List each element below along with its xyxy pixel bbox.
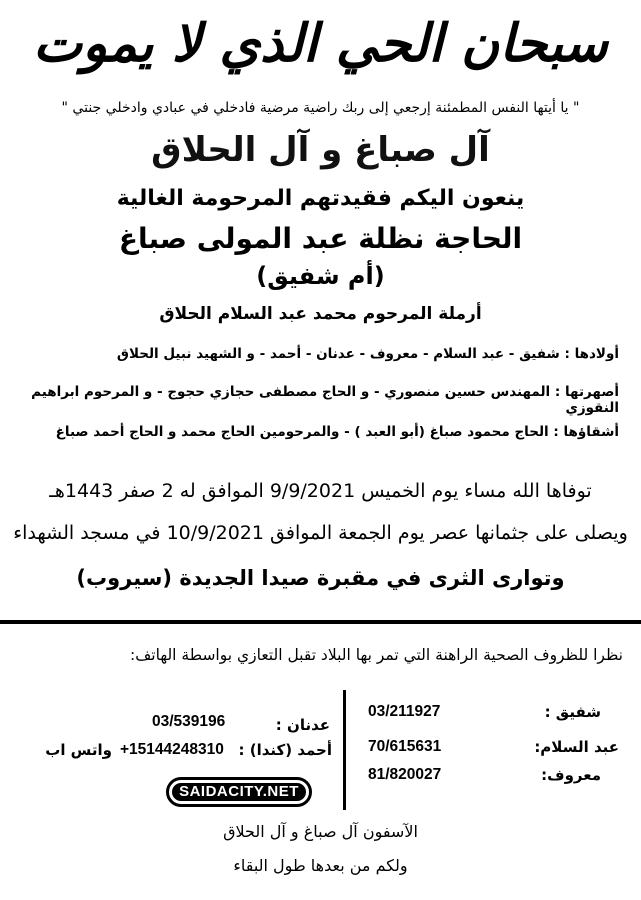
saidacity-logo <box>166 777 312 807</box>
deceased-kunya: (أم شفيق) <box>256 262 385 290</box>
logo-text: SAIDACITY.NET <box>172 783 306 801</box>
family-title: آل صباغ و آل الحلاق <box>151 130 490 170</box>
siblings-line: أشقاؤها : الحاج محمود صباغ (أبو العبد ) - والمرحومين الحاج محمد و الحاج أحمد صباغ <box>55 424 619 440</box>
contact-phone-ahmad[interactable]: +15144248310 <box>120 741 224 758</box>
contact-label-adnan: عدنان : <box>275 716 330 734</box>
header-calligraphy: سبحان الحي الذي لا يموت <box>33 13 608 74</box>
deceased-name: الحاجة نظلة عبد المولى صباغ <box>118 222 523 255</box>
closing-line-1: الآسفون آل صباغ و آل الحلاق <box>223 822 418 841</box>
contact-phone-abdelsalam[interactable]: 70/615631 <box>368 738 442 755</box>
contact-label-shafiq: شفيق : <box>544 703 601 721</box>
section-divider <box>0 620 641 624</box>
widow-of-line: أرملة المرحوم محمد عبد السلام الحلاق <box>159 304 482 324</box>
funeral-prayer-line: ويصلى على جثمانها عصر يوم الجمعة الموافق 10/9/2021 في مسجد الشهداء <box>13 522 628 544</box>
closing-line-2: ولكم من بعدها طول البقاء <box>233 856 408 875</box>
whatsapp-note: واتس اب <box>45 741 112 759</box>
contact-phone-adnan[interactable]: 03/539196 <box>152 713 226 730</box>
sons-in-law-line: أصهرتها : المهندس حسين منصوري - و الحاج مصطفى حجازي حجوج - و المرحوم ابراهيم النقوزي <box>31 384 619 416</box>
announcement-line: ينعون اليكم فقيدتهم المرحومة الغالية <box>116 186 525 211</box>
quran-verse: " يا أيتها النفس المطمئنة إرجعي إلى ربك راضية مرضية فادخلي في عبادي وادخلي جنتي " <box>61 100 580 116</box>
contact-label-ahmad: أحمد (كندا) : <box>238 741 332 759</box>
burial-line: وتوارى الثرى في مقبرة صيدا الجديدة (سيروب) <box>76 566 565 590</box>
contact-label-maarouf: معروف: <box>541 766 601 784</box>
contact-phone-shafiq[interactable]: 03/211927 <box>368 703 441 720</box>
contact-label-abdelsalam: عبد السلام: <box>534 738 619 756</box>
contact-phone-maarouf[interactable]: 81/820027 <box>368 766 442 783</box>
death-date-line: توفاها الله مساء يوم الخميس 9/9/2021 الموافق له 2 صفر 1443هـ <box>49 480 592 502</box>
condolence-notice: نظرا للظروف الصحية الراهنة التي تمر بها البلاد تقبل التعازي بواسطة الهاتف: <box>130 646 623 664</box>
children-line: أولادها : شفيق - عبد السلام - معروف - عدنان - أحمد - و الشهيد نبيل الحلاق <box>116 346 619 362</box>
column-divider <box>343 690 346 810</box>
